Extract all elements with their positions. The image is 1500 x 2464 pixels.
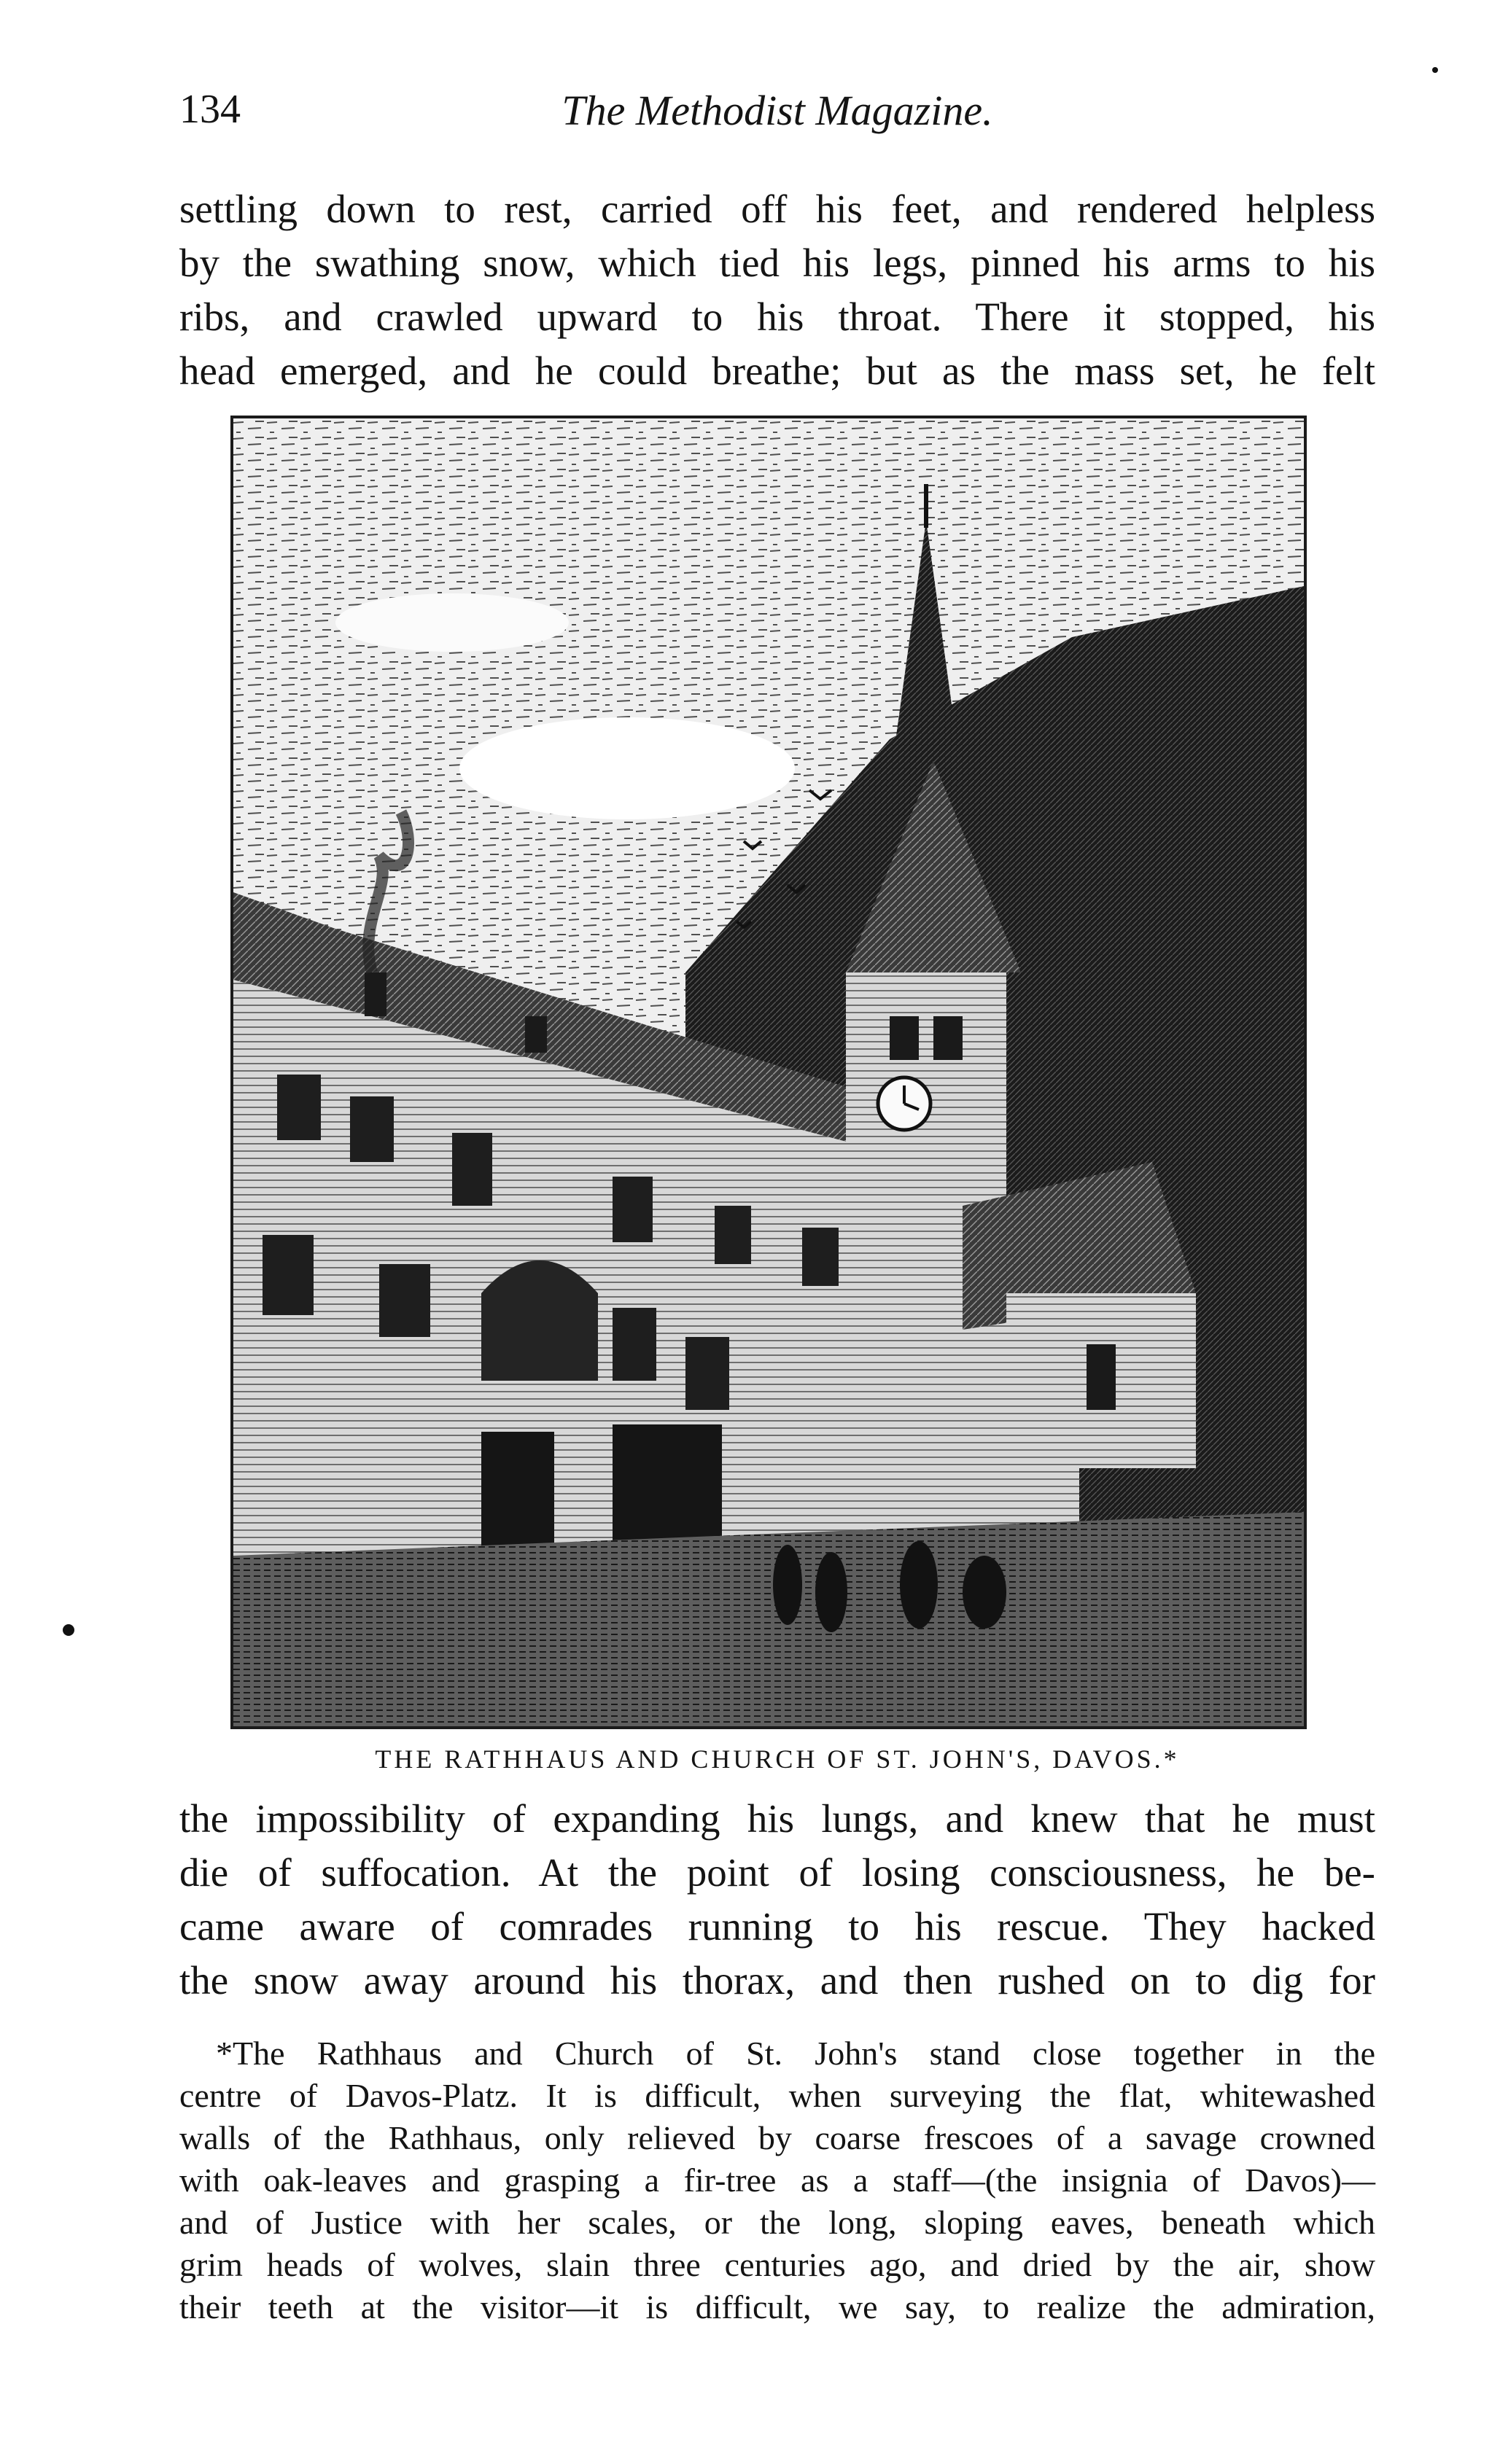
- text-line: came aware of comrades running to his rescue. They hacked: [179, 1904, 1375, 1949]
- footnote: [179, 2032, 1375, 2328]
- text-line: head emerged, and he could breathe; but as the mass set, he felt: [179, 348, 1375, 393]
- text-line: settling down to rest, carried off his feet, and rendered helpless: [179, 187, 1375, 231]
- church-engraving: [233, 418, 1304, 1726]
- text-line: by the swathing snow, which tied his legs, pinned his arms to his: [179, 241, 1375, 285]
- spire-cross: [924, 484, 928, 528]
- footnote-line: grim heads of wolves, slain three centuries ago, and dried by the air, show: [179, 2246, 1375, 2283]
- cloud: [459, 717, 795, 819]
- body-paragraph-bottom: [179, 1792, 1375, 2008]
- footnote-line: and of Justice with her scales, or the long, sloping eaves, beneath which: [179, 2204, 1375, 2241]
- church-window: [1087, 1344, 1116, 1410]
- cloud: [335, 593, 569, 652]
- text-line: the impossibility of expanding his lungs, and knew that he must: [179, 1796, 1375, 1841]
- running-title: The Methodist Magazine.: [561, 87, 993, 134]
- chimney: [525, 1016, 547, 1053]
- text-line: the snow away around his thorax, and then rushed on to dig for: [179, 1958, 1375, 2003]
- engraving-illustration: [230, 416, 1307, 1729]
- tower-window: [933, 1016, 963, 1060]
- text-line: die of suffocation. At the point of losing consciousness, he be-: [179, 1850, 1375, 1895]
- figure-caption: THE RATHHAUS AND CHURCH OF ST. JOHN'S, DAVOS.*: [375, 1744, 1180, 1774]
- text-line: ribs, and crawled upward to his throat. There it stopped, his: [179, 295, 1375, 339]
- footnote-line: *The Rathhaus and Church of St. John's stand close together in the: [216, 2035, 1375, 2072]
- fresco-arch: [481, 1260, 598, 1381]
- footnote-line: with oak-leaves and grasping a fir-tree as a staff—(the insignia of Davos)—: [179, 2161, 1375, 2199]
- ink-speck: [1432, 67, 1438, 73]
- page-number: 134: [179, 87, 241, 132]
- page-header: [179, 86, 1375, 144]
- chimney: [365, 972, 386, 1016]
- tower-window: [890, 1016, 919, 1060]
- body-paragraph-top: [179, 182, 1375, 398]
- ink-speck: [63, 1624, 74, 1636]
- footnote-line: their teeth at the visitor—it is difficult, we say, to realize the admiration,: [179, 2288, 1375, 2325]
- footnote-line: centre of Davos-Platz. It is difficult, when surveying the flat, whitewashed: [179, 2077, 1375, 2114]
- footnote-line: walls of the Rathhaus, only relieved by coarse frescoes of a savage crowned: [179, 2119, 1375, 2156]
